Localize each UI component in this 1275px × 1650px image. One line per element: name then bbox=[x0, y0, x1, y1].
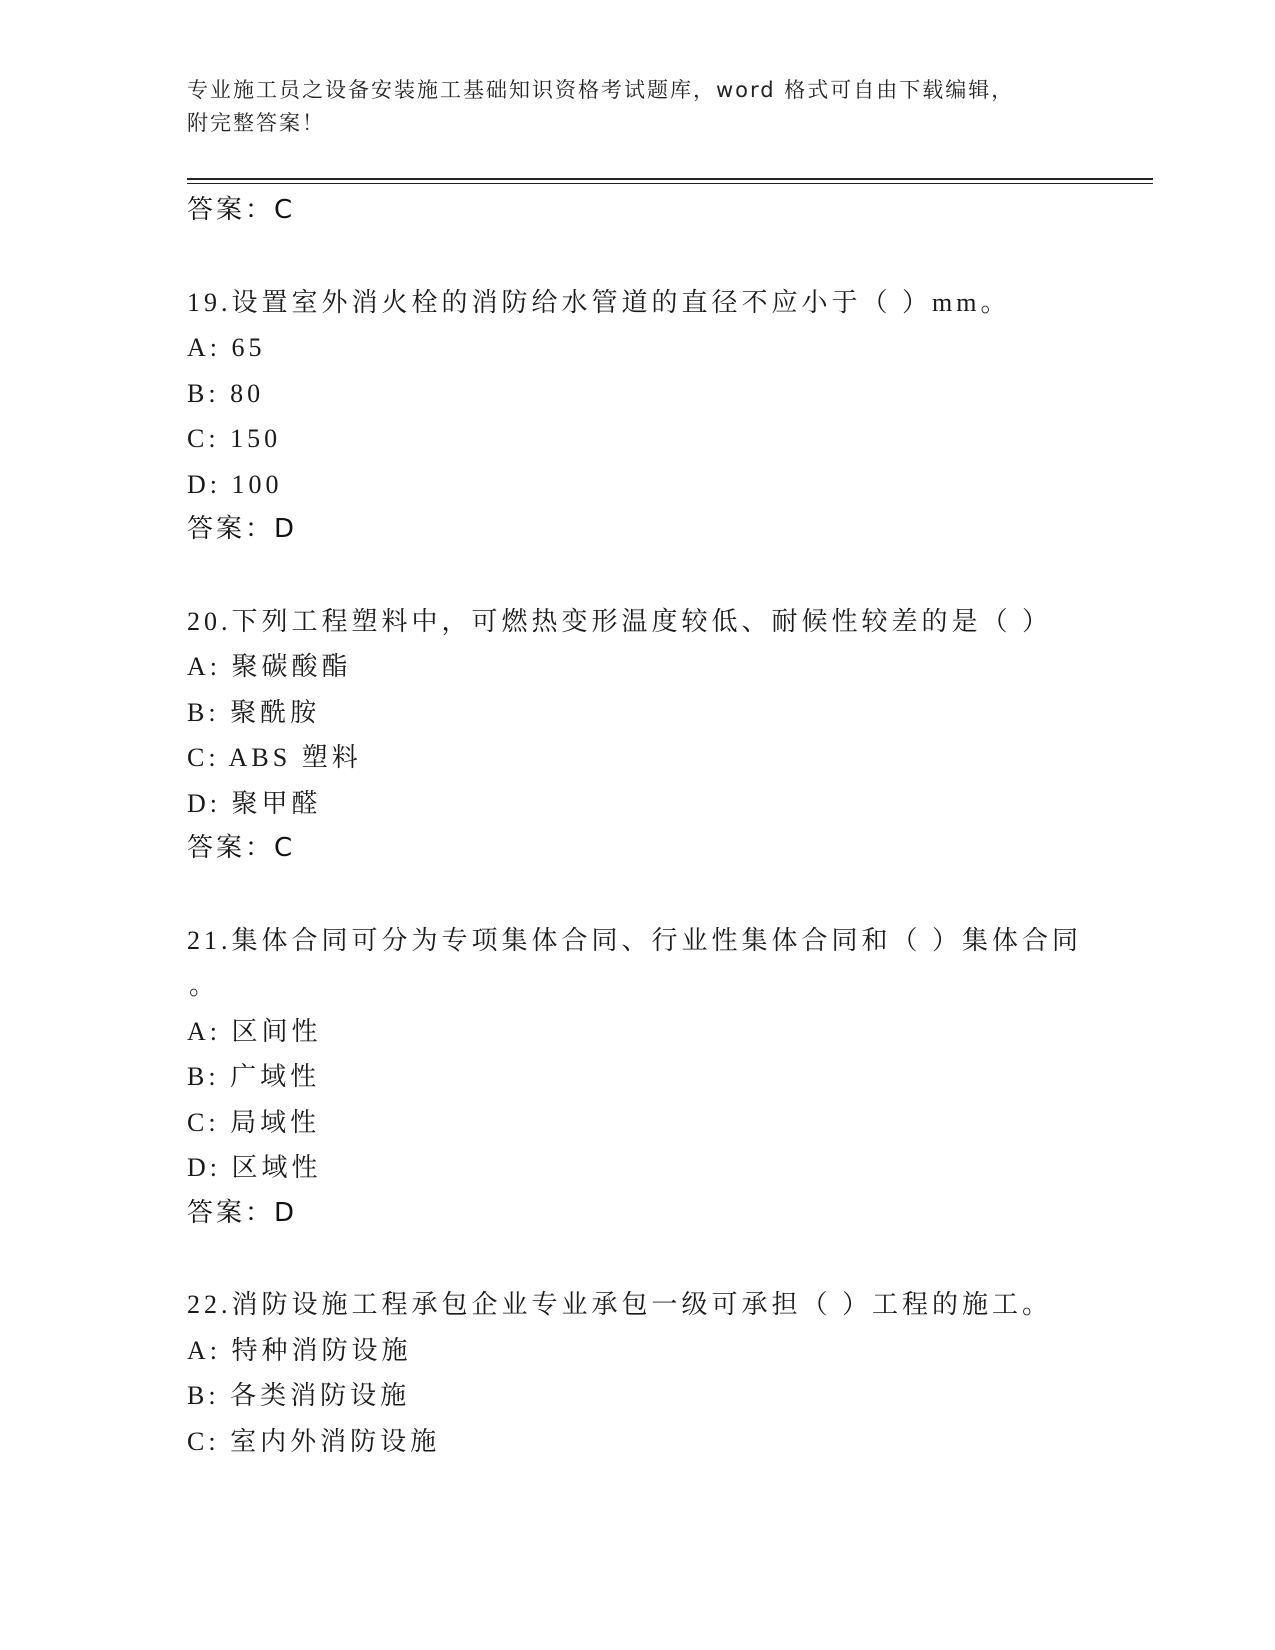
spacer bbox=[187, 1236, 1087, 1282]
header-line-1: 专业施工员之设备安装施工基础知识资格考试题库，word 格式可自由下载编辑， bbox=[187, 78, 1015, 102]
question-19 bbox=[187, 280, 1087, 553]
option-b: B: 各类消防设施 bbox=[187, 1381, 411, 1410]
option-a: A: 聚碳酸酯 bbox=[187, 652, 352, 681]
spacer bbox=[187, 553, 1087, 599]
header-divider-thin bbox=[187, 183, 1153, 184]
spacer bbox=[187, 234, 1087, 280]
question-answer: 答案：D bbox=[187, 514, 298, 544]
option-b: B: 80 bbox=[187, 378, 265, 408]
option-c: C: 局域性 bbox=[187, 1107, 321, 1137]
question-stem: 20.下列工程塑料中，可燃热变形温度较低、耐候性较差的是（ ） bbox=[187, 606, 1053, 636]
option-c: C: 150 bbox=[187, 424, 282, 453]
option-c: C: 室内外消防设施 bbox=[187, 1426, 441, 1456]
question-list bbox=[187, 188, 1087, 1464]
question-stem: 22.消防设施工程承包企业专业承包一级可承担（ ）工程的施工。 bbox=[187, 1290, 1053, 1319]
question-stem: 21.集体合同可分为专项集体合同、行业性集体合同和（ ）集体合同 bbox=[187, 925, 1083, 955]
question-answer: 答案：C bbox=[187, 833, 296, 863]
header-line-2: 附完整答案！ bbox=[187, 111, 325, 135]
option-d: D: 100 bbox=[187, 469, 283, 499]
header-divider-thick bbox=[187, 178, 1153, 180]
option-a: A: 区间性 bbox=[187, 1016, 322, 1046]
question-stem: 19.设置室外消火栓的消防给水管道的直径不应小于（ ）mm。 bbox=[187, 287, 1011, 317]
question-answer: 答案：D bbox=[187, 1197, 298, 1228]
option-b: B: 广域性 bbox=[187, 1062, 321, 1091]
option-d: D: 区域性 bbox=[187, 1153, 322, 1182]
previous-answer: 答案：C bbox=[187, 195, 296, 225]
question-21 bbox=[187, 918, 1087, 1237]
question-stem-continuation: 。 bbox=[189, 971, 220, 1000]
document-header bbox=[187, 74, 1087, 140]
spacer bbox=[187, 872, 1087, 918]
option-a: A: 特种消防设施 bbox=[187, 1335, 412, 1365]
option-d: D: 聚甲醛 bbox=[187, 788, 322, 818]
option-a: A: 65 bbox=[187, 333, 266, 362]
option-c: C: ABS 塑料 bbox=[187, 743, 362, 772]
question-20 bbox=[187, 599, 1087, 872]
question-22 bbox=[187, 1282, 1087, 1464]
option-b: B: 聚酰胺 bbox=[187, 697, 321, 727]
